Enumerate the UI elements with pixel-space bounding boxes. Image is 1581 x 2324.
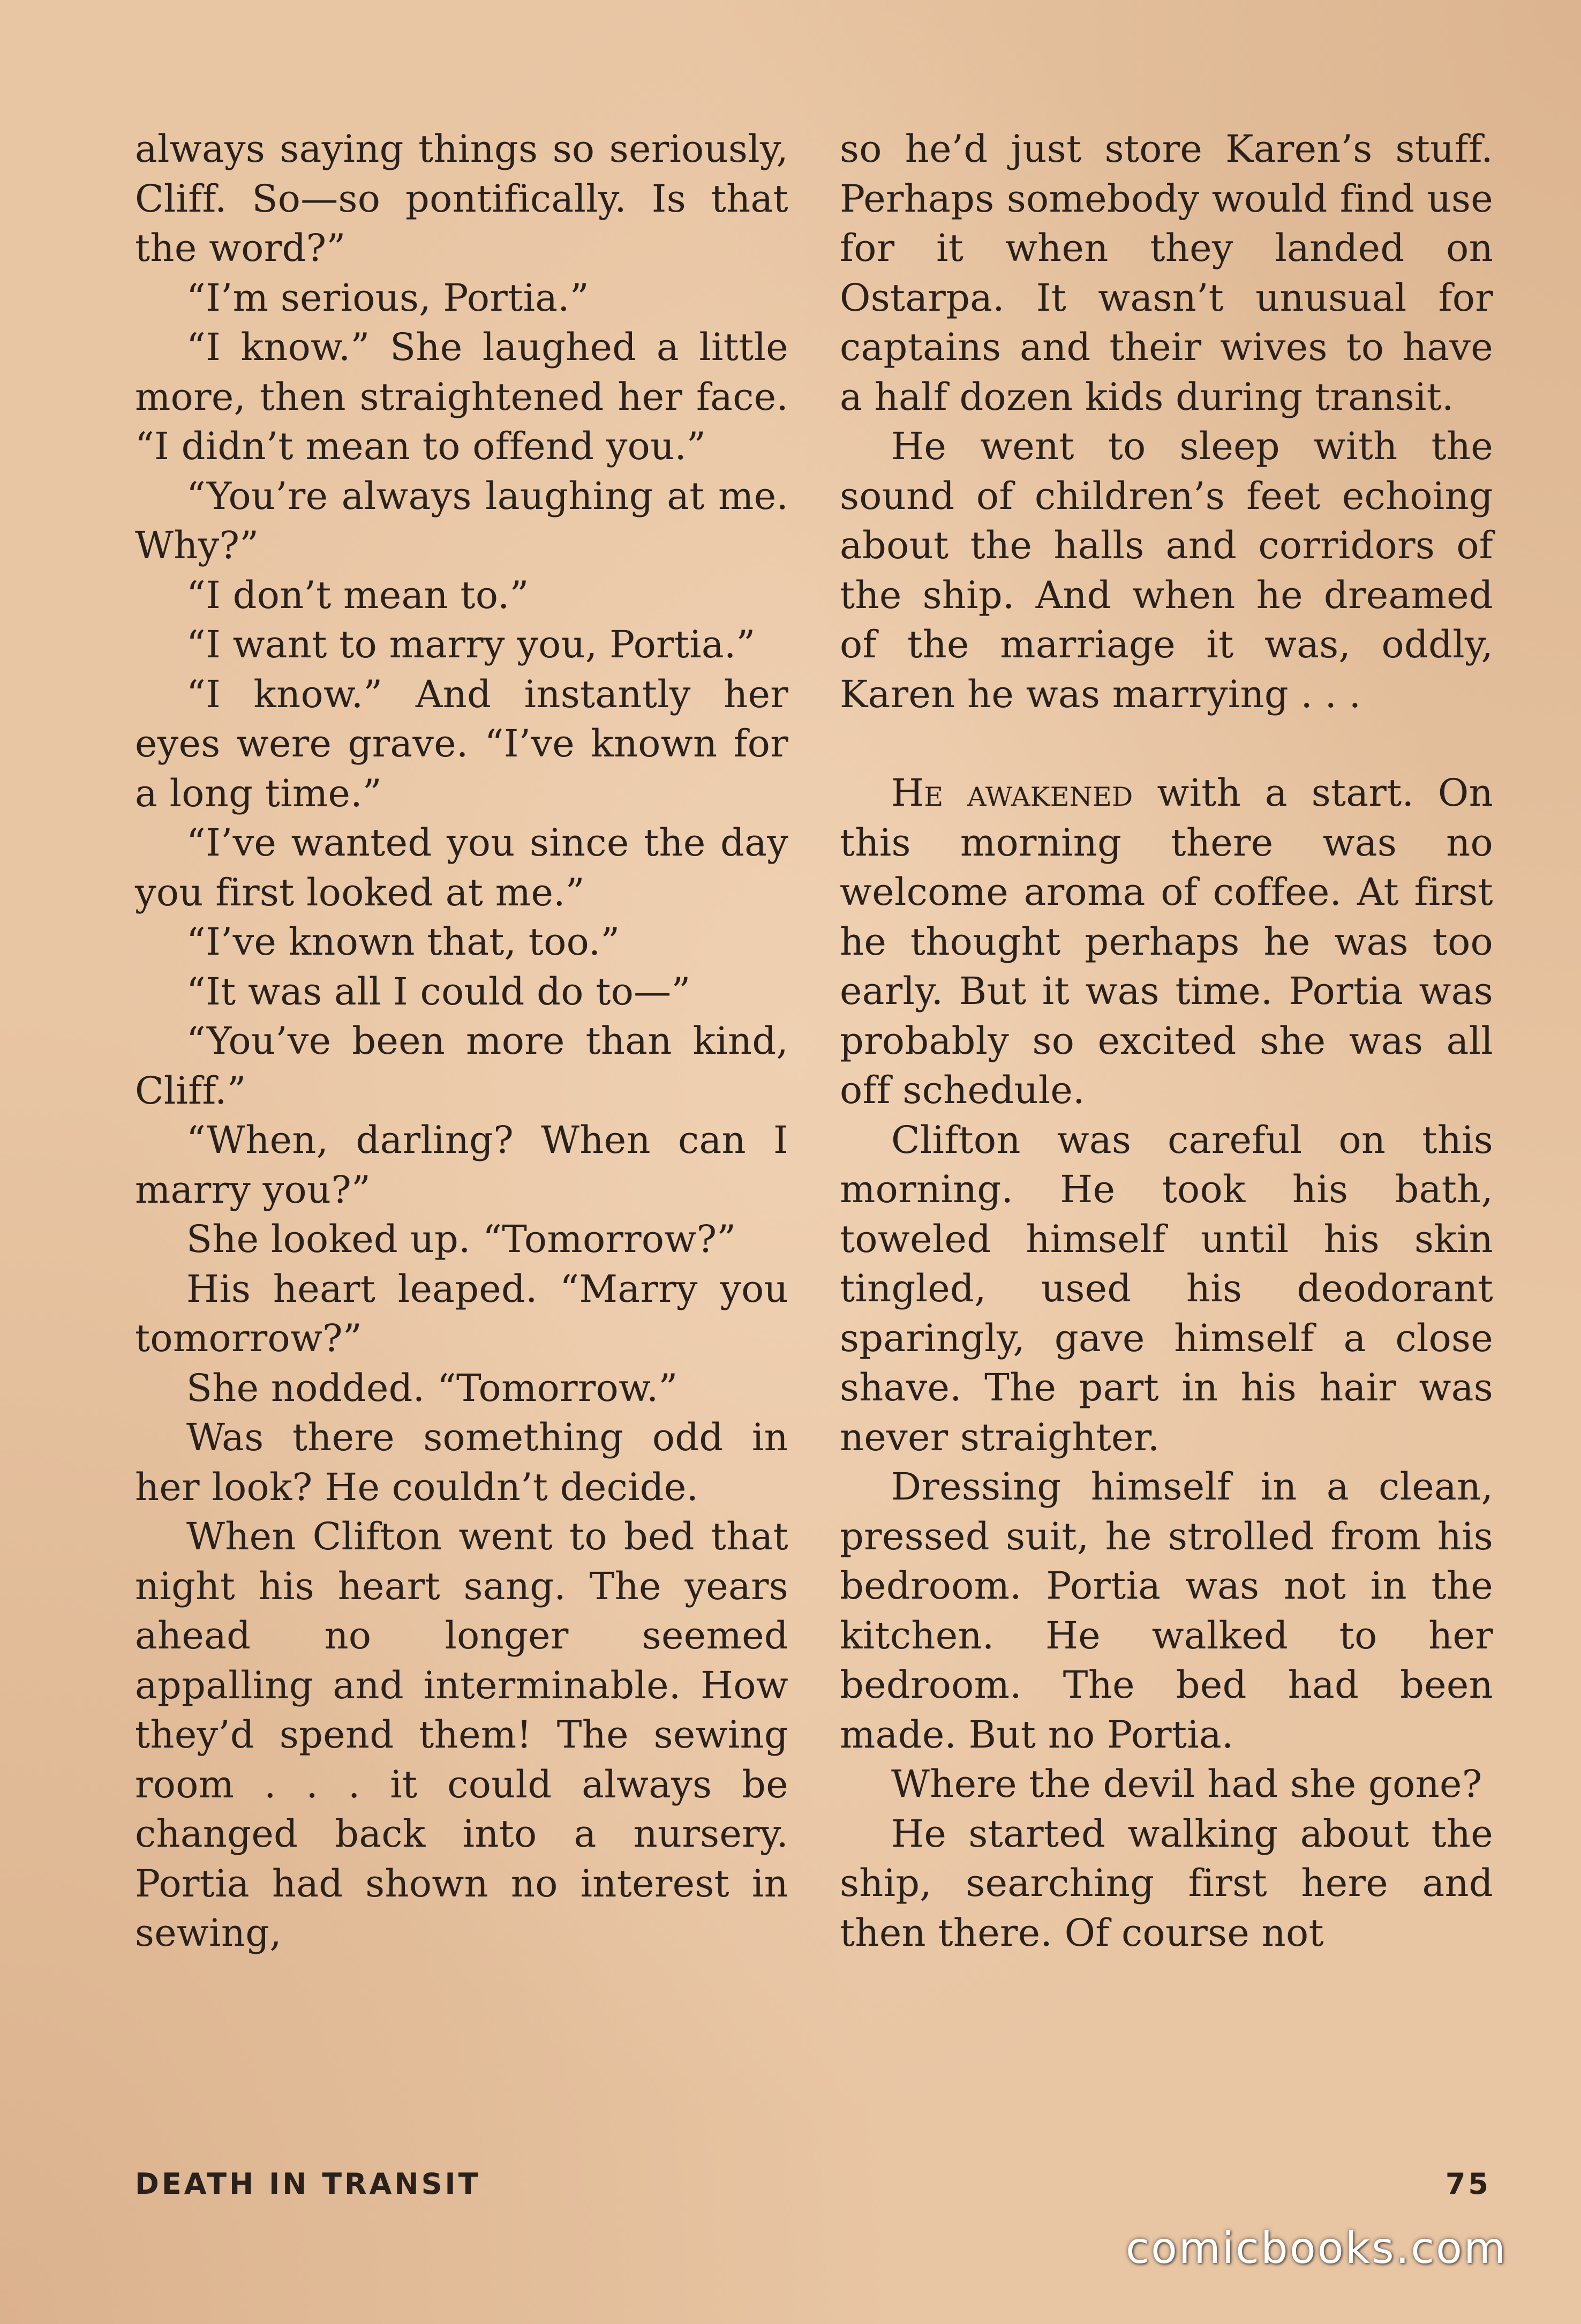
paragraph: “I don’t mean to.” [186, 573, 529, 617]
page-number: 75 [1445, 2167, 1491, 2201]
paragraph: Dressing himself in a clean, pressed suit, he strolled from his bedroom. Portia was not in the kitchen. He walked to her bedroom. The bed had been made. But no Portia. [840, 1465, 1493, 1757]
paragraph: His heart leaped. “Marry you tomorrow?” [135, 1266, 788, 1360]
paragraph: “I’ve wanted you since the day you first looked at me.” [135, 821, 788, 914]
paragraph: “You’re always laughing at me. Why?” [135, 474, 788, 567]
running-footer-title: DEATH IN TRANSIT [135, 2167, 481, 2201]
paragraph: “I know.” She laughed a little more, then straightened her face. “I didn’t mean to offend you.” [135, 325, 788, 468]
paragraph: “I want to marry you, Portia.” [186, 623, 756, 666]
paragraph: so he’d just store Karen’s stuff. Perhaps somebody would find use for it when they landed on Ostarpa. It wasn’t unusual for captains and their wives to have a half dozen kids during transit. [840, 127, 1493, 419]
paragraph: Where the devil had she gone? [891, 1762, 1482, 1806]
paragraph: She nodded. “Tomorrow.” [186, 1366, 678, 1410]
section-lead-rest: with a start. On this morning there was no welcome aroma of coffee. At first he thought perhaps he was too early. But it was time. Portia was probably so excited she was all off schedule. [840, 771, 1493, 1112]
paragraph: “When, darling? When can I marry you?” [135, 1118, 788, 1212]
section-opening-paragraph [840, 768, 1493, 1115]
section-lead-smallcaps: He awakened [891, 771, 1133, 815]
paragraph: always saying things so seriously, Cliff. So—so pontifically. Is that the word?” [135, 127, 788, 270]
paragraph: “It was all I could do to—” [186, 969, 691, 1014]
paragraph: He went to sleep with the sound of children’s feet echoing about the halls and corridors of the ship. And when he dreamed of the marriage it was, oddly, Karen he was marrying . . . [840, 424, 1493, 716]
paragraph: “I’m serious, Portia.” [186, 275, 589, 320]
paragraph: “I’ve known that, too.” [186, 920, 620, 964]
paragraph: Clifton was careful on this morning. He took his bath, toweled himself until his skin tingled, used his deodorant sparingly, gave himself a close shave. The part in his hair was never straighter. [840, 1118, 1493, 1459]
left-text-column [135, 124, 788, 1958]
paragraph: She looked up. “Tomorrow?” [186, 1217, 736, 1261]
paragraph: “You’ve been more than kind, Cliff.” [135, 1019, 788, 1113]
paragraph: When Clifton went to bed that night his heart sang. The years ahead no longer seemed appalling and interminable. How they’d spend them! The sewing room . . . it could always be changed back into a nursery. Portia had shown no interest in sewing, [135, 1515, 788, 1955]
paragraph: Was there something odd in her look? He couldn’t decide. [135, 1415, 788, 1509]
paragraph: He started walking about the ship, searching first here and then there. Of course not [840, 1811, 1493, 1955]
paragraph: “I know.” And instantly her eyes were grave. “I’ve known for a long time.” [135, 672, 788, 815]
right-text-column [840, 124, 1493, 1958]
site-watermark: comicbooks.com [1125, 2223, 1507, 2273]
